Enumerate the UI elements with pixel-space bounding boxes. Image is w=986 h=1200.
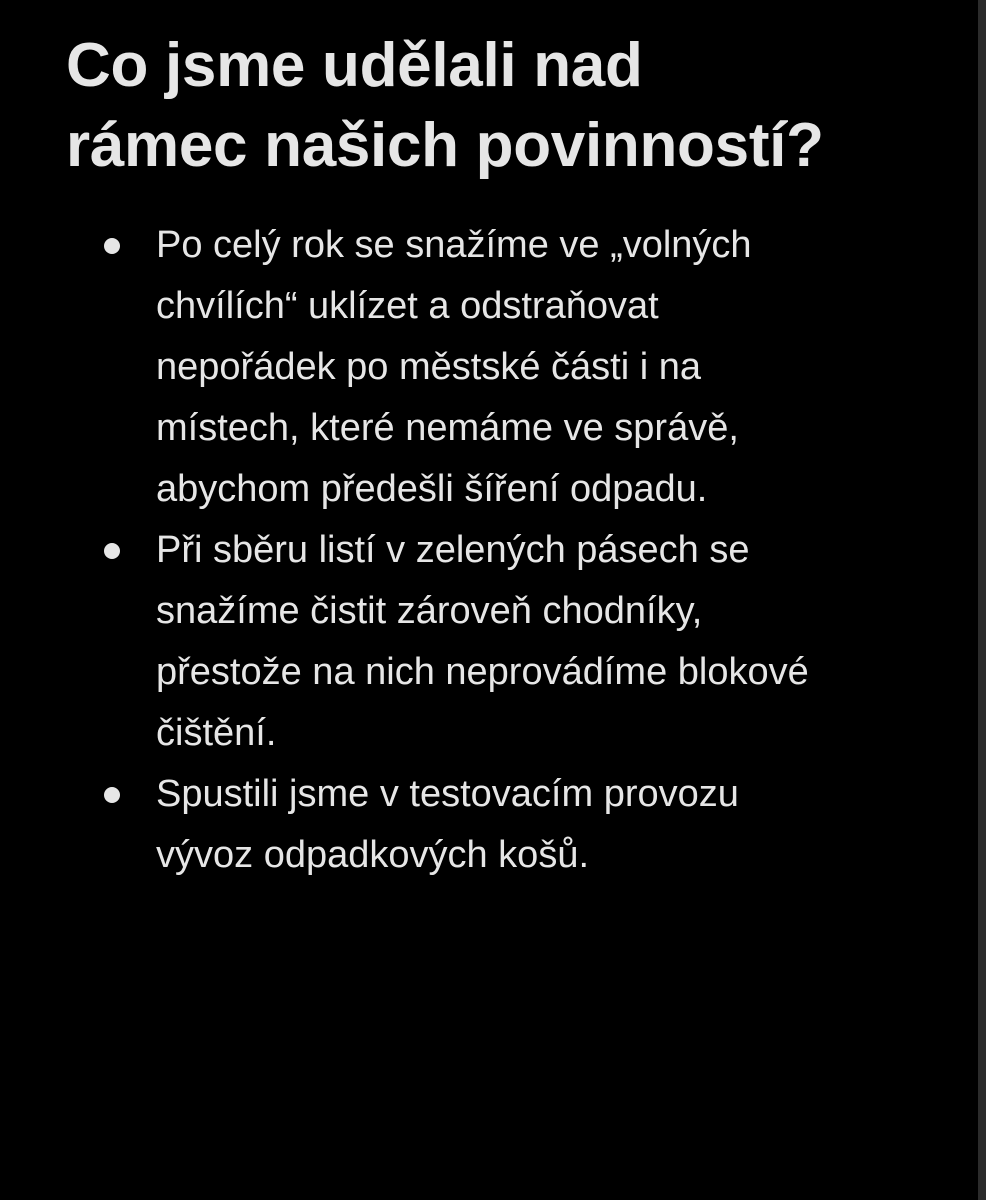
bullet-dot-icon [104, 238, 120, 254]
bullet-line: nepořádek po městské části i na [156, 346, 701, 388]
bullet-item [0, 520, 978, 764]
bullet-line: Při sběru listí v zelených pásech se [156, 529, 750, 571]
bullet-line: abychom předešli šíření odpadu. [156, 468, 708, 510]
bullet-line: Spustili jsme v testovacím provozu [156, 773, 739, 815]
title-line: Co jsme udělali nad [66, 31, 643, 100]
bullet-item [0, 215, 978, 520]
bullet-list [0, 215, 978, 886]
right-edge-strip [978, 0, 986, 1200]
bullet-dot-icon [104, 787, 120, 803]
bullet-line: Po celý rok se snažíme ve „volných [156, 224, 752, 266]
slide-title [66, 26, 946, 186]
title-line: rámec našich povinností? [66, 111, 824, 180]
bullet-dot-icon [104, 543, 120, 559]
bullet-line: přestože na nich neprovádíme blokové [156, 651, 809, 693]
bullet-line: snažíme čistit zároveň chodníky, [156, 590, 703, 632]
bullet-line: místech, které nemáme ve správě, [156, 407, 739, 449]
bullet-line: chvílích“ uklízet a odstraňovat [156, 285, 659, 327]
bullet-item [0, 764, 978, 886]
bullet-line: vývoz odpadkových košů. [156, 834, 590, 876]
bullet-line: čištění. [156, 712, 277, 754]
